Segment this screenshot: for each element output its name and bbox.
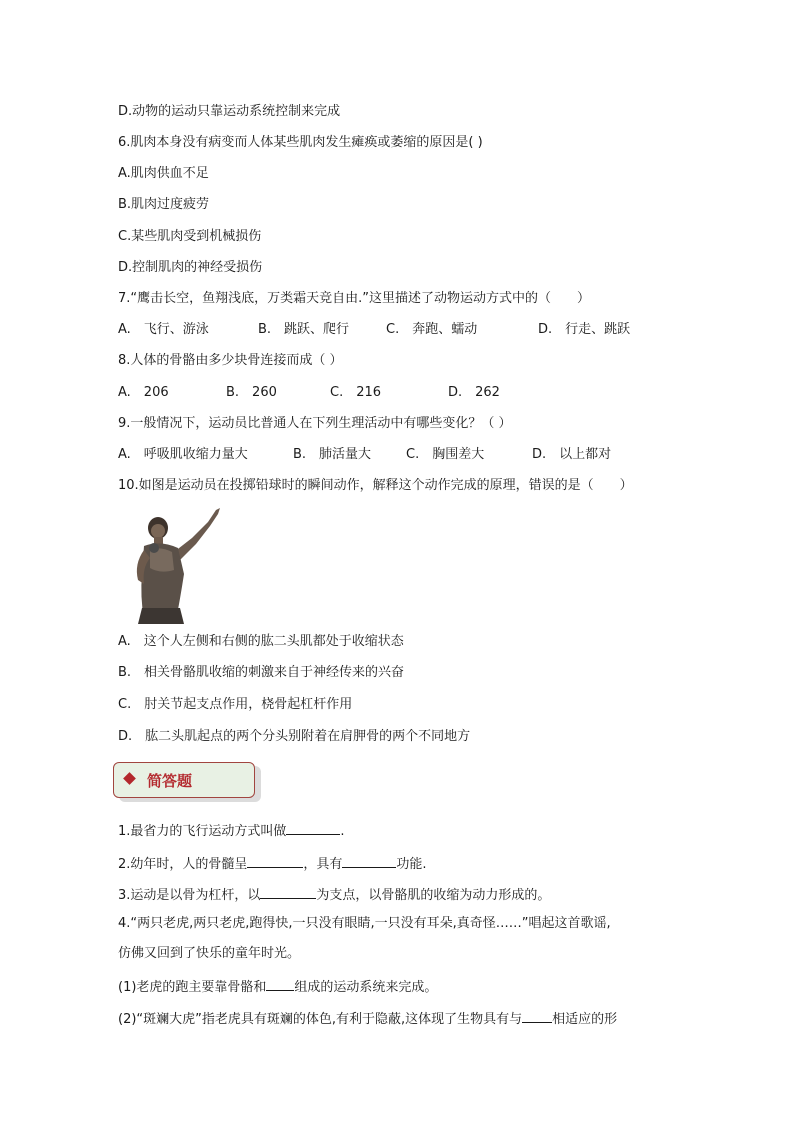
q8-stem: 8.人体的骨骼由多少块骨连接而成（ ） (118, 353, 343, 368)
q7-option-d: D. 行走、跳跃 (538, 322, 631, 337)
q7-option-b: B. 跳跃、爬行 (258, 322, 350, 337)
q9-option-d: D. 以上都对 (532, 447, 612, 462)
short-q4-line1: 4.“两只老虎,两只老虎,跑得快,一只没有眼睛,一只没有耳朵,真奇怪……”唱起这首歌谣, (118, 916, 611, 931)
short-q2 (118, 853, 427, 874)
short-q1-text: 1.最省力的飞行运动方式叫做 (118, 824, 287, 839)
short-q4-line2: 仿佛又回到了快乐的童年时光。 (118, 946, 301, 961)
q6-option-d: D.控制肌肉的神经受损伤 (118, 260, 263, 275)
short-q2-text: 2.幼年时，人的骨髓呈 (118, 857, 248, 872)
section-title: 简答题 (147, 772, 193, 790)
answer-blank[interactable] (286, 820, 340, 835)
answer-blank[interactable] (342, 853, 396, 868)
short-q1-end: . (340, 824, 345, 839)
answer-blank[interactable] (260, 884, 316, 899)
q6-stem: 6.肌肉本身没有病变而人体某些肌肉发生瘫痪或萎缩的原因是( ) (118, 135, 483, 150)
q8-option-d: D. 262 (448, 385, 500, 400)
q7-option-c: C. 奔跑、蠕动 (386, 322, 478, 337)
q10-stem: 10.如图是运动员在投掷铅球时的瞬间动作，解释这个动作完成的原理，错误的是（ ） (118, 478, 633, 493)
short-q2-mid: ，具有 (303, 857, 343, 872)
q6-option-a: A.肌肉供血不足 (118, 166, 209, 181)
short-q4-2-text: (2)“斑斓大虎”指老虎具有斑斓的体色,有利于隐蔽,这体现了生物具有与 (118, 1012, 523, 1027)
short-q1 (118, 820, 345, 841)
section-header (113, 762, 269, 798)
q10-option-c: C. 肘关节起支点作用，桡骨起杠杆作用 (118, 697, 353, 712)
answer-blank[interactable] (266, 976, 294, 991)
q8-option-a: A. 206 (118, 385, 169, 400)
q10-option-a: A. 这个人左侧和右侧的肱二头肌都处于收缩状态 (118, 634, 404, 649)
short-q3-end: 为支点，以骨骼肌的收缩为动力形成的。 (316, 888, 551, 903)
short-q4-2-end: 相适应的形 (552, 1012, 618, 1027)
q9-option-c: C. 胸围差大 (406, 447, 485, 462)
answer-blank[interactable] (247, 853, 303, 868)
q9-option-a: A. 呼吸肌收缩力量大 (118, 447, 248, 462)
answer-blank[interactable] (522, 1008, 552, 1023)
short-q4-1-end: 组成的运动系统来完成。 (294, 980, 438, 995)
q8-option-b: B. 260 (226, 385, 277, 400)
q9-option-b: B. 肺活量大 (293, 447, 372, 462)
short-q4-1 (118, 976, 437, 997)
q5-option-d: D.动物的运动只靠运动系统控制来完成 (118, 104, 341, 119)
q6-option-b: B.肌肉过度疲劳 (118, 197, 210, 212)
q6-option-c: C.某些肌肉受到机械损伤 (118, 229, 262, 244)
q10-option-b: B. 相关骨骼肌收缩的刺激来自于神经传来的兴奋 (118, 665, 405, 680)
shot-put-athlete-photo (130, 504, 226, 624)
q7-stem: 7.“鹰击长空，鱼翔浅底，万类霜天竞自由.”这里描述了动物运动方式中的（ ） (118, 291, 591, 306)
q7-option-a: A. 飞行、游泳 (118, 322, 209, 337)
short-q4-1-text: (1)老虎的跑主要靠骨骼和 (118, 980, 267, 995)
short-q4-2 (118, 1008, 617, 1029)
q9-stem: 9.一般情况下，运动员比普通人在下列生理活动中有哪些变化？（ ） (118, 416, 512, 431)
short-q3 (118, 884, 550, 905)
q8-option-c: C. 216 (330, 385, 382, 400)
short-q2-end: 功能. (396, 857, 427, 872)
short-q3-text: 3.运动是以骨为杠杆，以 (118, 888, 261, 903)
q10-option-d: D. 肱二头肌起点的两个分头别附着在肩胛骨的两个不同地方 (118, 729, 471, 744)
